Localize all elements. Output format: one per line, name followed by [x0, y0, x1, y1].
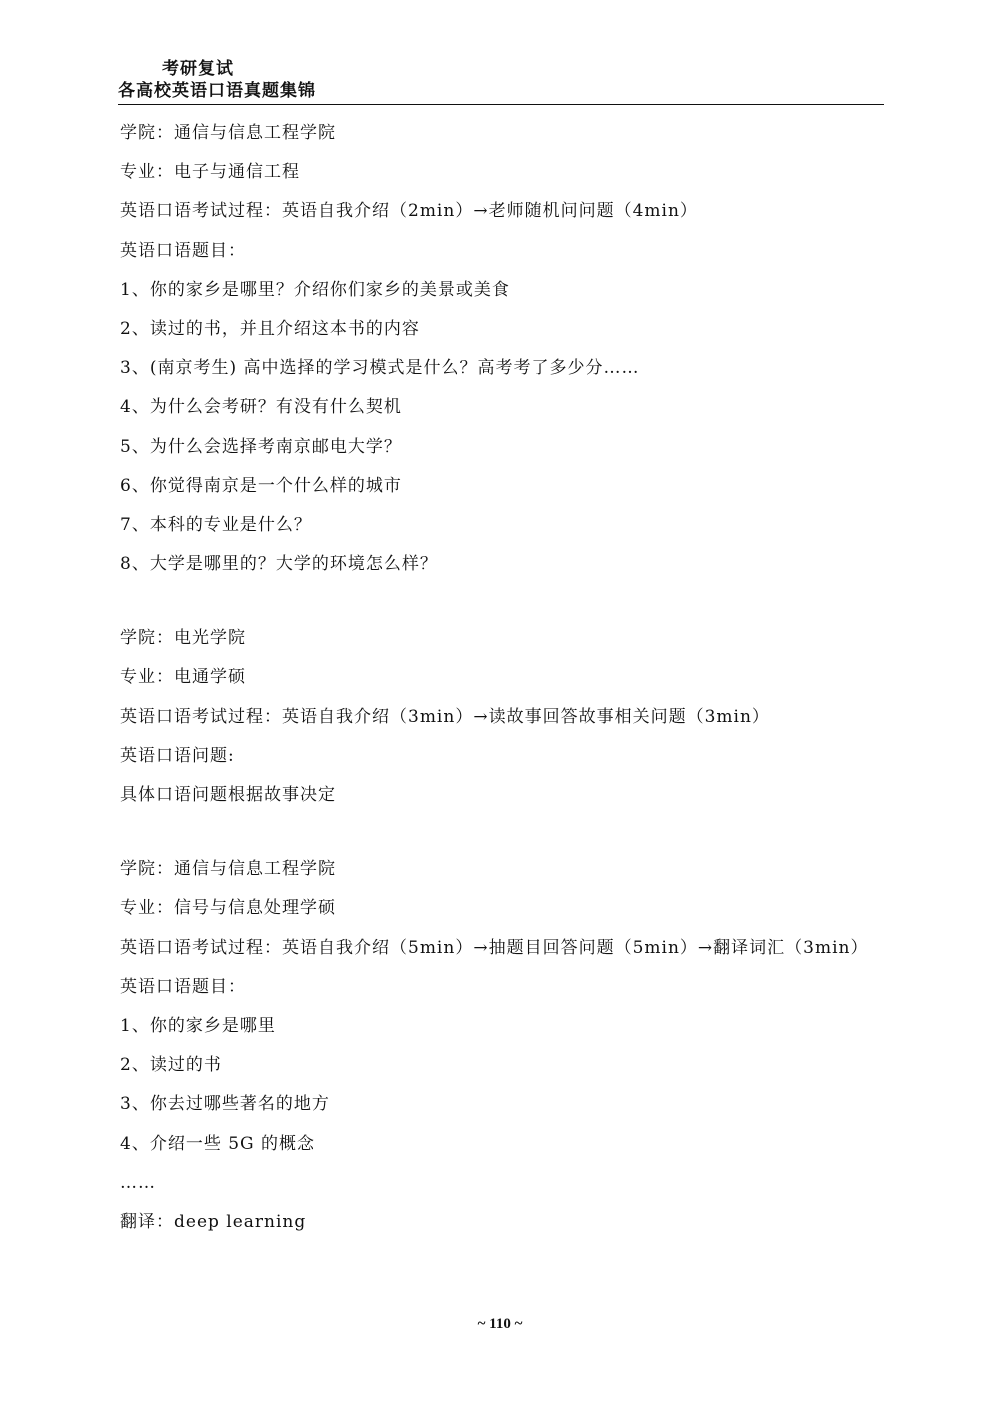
section-3-process: 英语口语考试过程：英语自我介绍（5min）→抽题目回答问题（5min）→翻译词汇（3min） [120, 937, 869, 958]
section-2-note: 具体口语问题根据故事决定 [120, 785, 336, 805]
question-item: 1、你的家乡是哪里？介绍你们家乡的美景或美食 [120, 279, 510, 300]
section-2-process: 英语口语考试过程：英语自我介绍（3min）→读故事回答故事相关问题（3min） [120, 706, 770, 727]
section-gap [120, 815, 890, 850]
section-1-process: 英语口语考试过程：英语自我介绍（2min）→老师随机问问题（4min） [120, 201, 698, 222]
page-header [118, 58, 884, 102]
section-2 [120, 619, 890, 815]
page-number: ~ 110 ~ [477, 1316, 523, 1332]
section-3-title: 英语口语题目： [120, 976, 246, 997]
section-3-ellipsis: …… [120, 1172, 156, 1193]
section-3-college: 学院：通信与信息工程学院 [120, 859, 336, 880]
section-3 [120, 850, 890, 1242]
question-item: 8、大学是哪里的？大学的环境怎么样？ [120, 554, 438, 575]
question-item: 3、你去过哪些著名的地方 [120, 1094, 330, 1115]
section-gap [120, 584, 890, 619]
document-body [120, 114, 890, 1242]
header-title: 考研复试 [162, 59, 234, 79]
question-item: 2、读过的书，并且介绍这本书的内容 [120, 318, 420, 339]
header-divider [118, 104, 884, 105]
question-item: 6、你觉得南京是一个什么样的城市 [120, 475, 402, 496]
question-item: 3、(南京考生) 高中选择的学习模式是什么？高考考了多少分…… [120, 358, 640, 379]
question-item: 7、本科的专业是什么？ [120, 514, 312, 535]
question-item: 1、你的家乡是哪里 [120, 1015, 276, 1036]
section-3-major: 专业：信号与信息处理学硕 [120, 898, 336, 919]
section-1-college: 学院：通信与信息工程学院 [120, 123, 336, 143]
question-item: 5、为什么会选择考南京邮电大学？ [120, 436, 402, 457]
section-2-college: 学院：电光学院 [120, 628, 246, 649]
section-2-title: 英语口语问题: [120, 745, 235, 766]
section-3-translation: 翻译：deep learning [120, 1211, 307, 1232]
question-item: 4、为什么会考研？有没有什么契机 [120, 397, 402, 418]
section-1-major: 专业：电子与通信工程 [120, 162, 300, 183]
question-item: 4、介绍一些 5G 的概念 [120, 1133, 316, 1154]
section-2-major: 专业：电通学硕 [120, 667, 246, 688]
header-subtitle: 各高校英语口语真题集锦 [118, 81, 316, 101]
question-item: 2、读过的书 [120, 1055, 222, 1076]
section-1-title: 英语口语题目： [120, 240, 246, 261]
section-1 [120, 114, 890, 584]
